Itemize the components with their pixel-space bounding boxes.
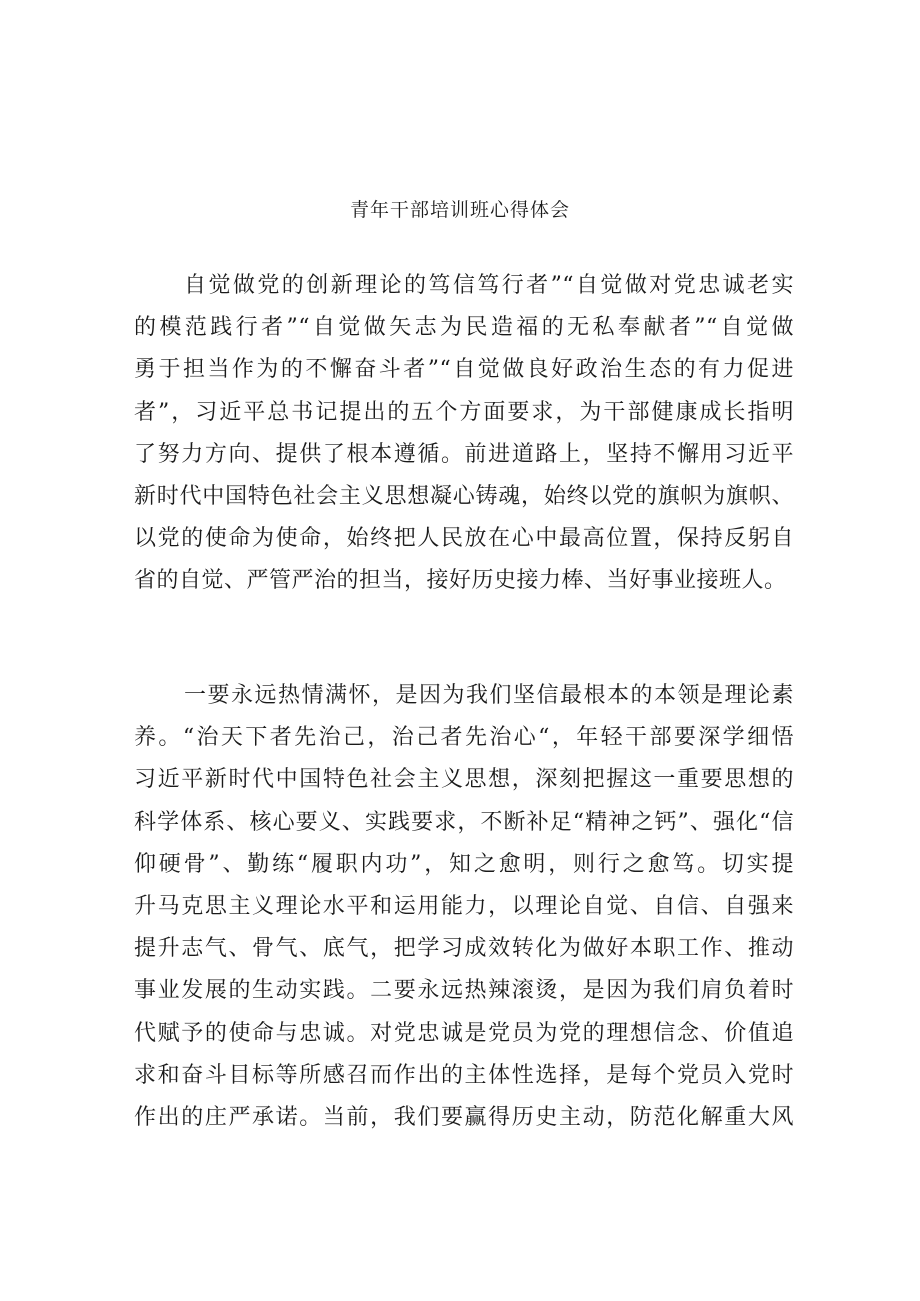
- paragraph-line: 了努力方向、提供了根本遵循。前进道路上，坚持不懈用习近平: [134, 441, 794, 467]
- paragraph-line: 习近平新时代中国特色社会主义思想，深刻把握这一重要思想的: [134, 767, 794, 793]
- paragraph-line: 升马克思主义理论水平和运用能力，以理论自觉、自信、自强来: [134, 893, 794, 919]
- paragraph-line: 作出的庄严承诺。当前，我们要赢得历史主动，防范化解重大风: [134, 1104, 794, 1130]
- paragraph-line: 以党的使命为使命，始终把人民放在心中最高位置，保持反躬自: [134, 526, 794, 552]
- paragraph-line: 养。“治天下者先治己，治己者先治心“，年轻干部要深学细悟: [134, 725, 794, 751]
- paragraph-line: 科学体系、核心要义、实践要求，不断补足“精神之钙”、强化“信: [134, 809, 794, 835]
- paragraph-2: [134, 675, 794, 1139]
- paragraph-line: 仰硬骨”、勤练“履职内功”，知之愈明，则行之愈笃。切实提: [134, 851, 794, 877]
- paragraph-line: 求和奋斗目标等所感召而作出的主体性选择，是每个党员入党时: [134, 1062, 794, 1088]
- document-title: 青年干部培训班心得体会: [349, 199, 570, 221]
- paragraph-line: 提升志气、骨气、底气，把学习成效转化为做好本职工作、推动: [134, 936, 794, 962]
- paragraph-line: 自觉做党的创新理论的笃信笃行者”“自觉做对党忠诚老实: [184, 273, 794, 298]
- paragraph-line: 的模范践行者”“自觉做矢志为民造福的无私奉献者”“自觉做: [134, 315, 794, 341]
- paragraph-line: 一要永远热情满怀，是因为我们坚信最根本的本领是理论素: [184, 683, 794, 708]
- paragraph-line: 勇于担当作为的不懈奋斗者”“自觉做良好政治生态的有力促进: [134, 357, 794, 383]
- paragraph-line: 代赋予的使命与忠诚。对党忠诚是党员为党的理想信念、价值追: [134, 1020, 794, 1046]
- paragraph-line: 者”，习近平总书记提出的五个方面要求，为干部健康成长指明: [134, 399, 794, 425]
- paragraph-line: 省的自觉、严管严治的担当，接好历史接力棒、当好事业接班人。: [134, 568, 787, 594]
- paragraph-1: [134, 265, 794, 603]
- paragraph-line: 新时代中国特色社会主义思想凝心铸魂，始终以党的旗帜为旗帜、: [134, 483, 794, 509]
- paragraph-line: 事业发展的生动实践。二要永远热辣滚烫，是因为我们肩负着时: [134, 978, 794, 1004]
